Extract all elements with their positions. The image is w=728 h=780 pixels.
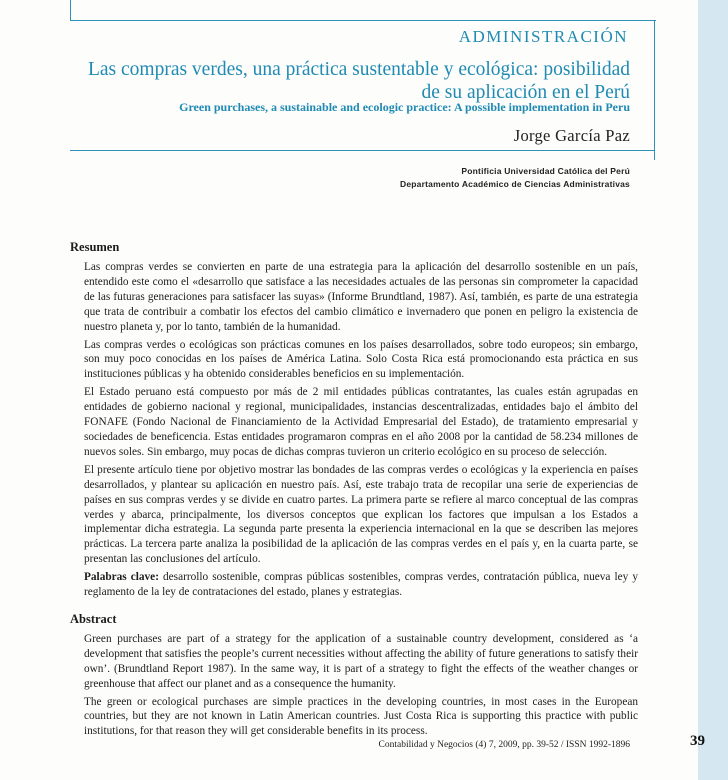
resumen-paragraph-4: El presente artículo tiene por objetivo mostrar las bondades de las compras verdes o ecológicas y la experiencia en países desarrollados, y plantear su aplicación en nuestro país. Así, este trabajo trata de recopilar una serie de experiencias de países en sus compras verdes y se divide en cuatro partes. La primera parte se refiere al marco conceptual de las compras verdes y abarca, principalmente, los diversos conceptos que explican los factores que impulsan a los Estados a implementar dicha estrategia. La segunda parte presenta la experiencia internacional en la que se describen las mejores prácticas. La tercera parte analiza la posibilidad de la aplicación de las compras verdes en el país y, en la cuarta parte, se presentan las conclusiones del artículo. [84, 463, 638, 566]
resumen-heading: Resumen [70, 240, 120, 254]
header-frame-side [654, 20, 655, 160]
affiliation-university: Pontificia Universidad Católica del Perú [461, 166, 630, 176]
article-title [70, 58, 630, 104]
keywords-text: desarrollo sostenible, compras públicas sostenibles, compras verdes, contratación pública, nueva ley y reglamento de la ley de contrataciones del estado, planes y estrategias. [84, 571, 639, 599]
keywords-paragraph [70, 570, 638, 600]
title-line-1: Las compras verdes, una práctica sustentable y ecológica: posibilidad [87, 59, 630, 80]
header-frame-top [70, 0, 656, 21]
resumen-paragraph-3: El Estado peruano está compuesto por más de 2 mil entidades públicas contratantes, las cuales están agrupadas en entidades de gobierno nacional y regional, municipalidades, instancias descentralizadas, entidades bajo el ámbito del FONAFE (Fondo Nacional de Financiamiento de la Actividad Empresarial del Estado), de tratamiento empresarial y sociedades de beneficencia. Estas entidades programaron compras en el año 2008 por la cantidad de 58.234 millones de nuevos soles. Sin embargo, muy pocas de dichas compras tuvieron un criterio ecológico en su proceso de selección. [84, 386, 638, 458]
side-band [698, 0, 728, 780]
journal-citation: Contabilidad y Negocios (4) 7, 2009, pp. 39-52 / ISSN 1992-1896 [378, 740, 630, 750]
resumen-paragraph-1: Las compras verdes se convierten en parte de una estrategia para la aplicación del desarrollo sostenible en un país, entendido este como el «desarrollo que satisface a las necesidades actuales de las personas sin comprometer la capacidad de las futuras generaciones para satisfacer las suyas» (Informe Brundtland, 1987). Así, también, es parte de una estrategia que trata de contribuir a combatir los efectos del cambio climático e invernadero que ponen en peligro la existencia de nuestro planeta y, por lo tanto, también de la humanidad. [84, 261, 638, 333]
affiliation [400, 165, 630, 191]
affiliation-department: Departamento Académico de Ciencias Administrativas [400, 179, 630, 189]
abstract-paragraph-1: Green purchases are part of a strategy for the application of a sustainable country development, considered as ‘a development that satisfies the people’s current necessities without affecting the ability of future generations to satisfy their own’. (Brundtland Report 1987). In the same way, it is part of a strategy to fight the effects of the weather changes or greenhouse that affect our planet and as a consequence the humanity. [84, 632, 638, 690]
title-line-2: de su aplicación en el Perú [421, 82, 630, 103]
author-name: Jorge García Paz [513, 126, 630, 145]
author-rule [70, 150, 655, 151]
article-body [70, 240, 638, 742]
resumen-paragraph-2: Las compras verdes o ecológicas son prácticas comunes en los países desarrollados, sobre todo europeos; sin embargo, son muy poco conocidas en los países de América Latina. Solo Costa Rica está promocionando esta práctica en sus instituciones públicas y ha obtenido considerables beneficios en su implementación. [84, 338, 638, 381]
abstract-heading: Abstract [70, 611, 117, 626]
abstract-paragraph-2: The green or ecological purchases are simple practices in the developing countries, in most cases in the European countries, but they are not known in Latin American countries. Just Costa Rica is supporting this practice with public institutions, for that reason they will get considerable benefits in its process. [84, 695, 638, 738]
section-label: ADMINISTRACIÓN [458, 27, 628, 46]
english-title: Green purchases, a sustainable and ecologic practice: A possible implementation in Peru [179, 100, 630, 114]
page-number: 39 [690, 733, 705, 749]
keywords-label: Palabras clave: [84, 571, 159, 584]
